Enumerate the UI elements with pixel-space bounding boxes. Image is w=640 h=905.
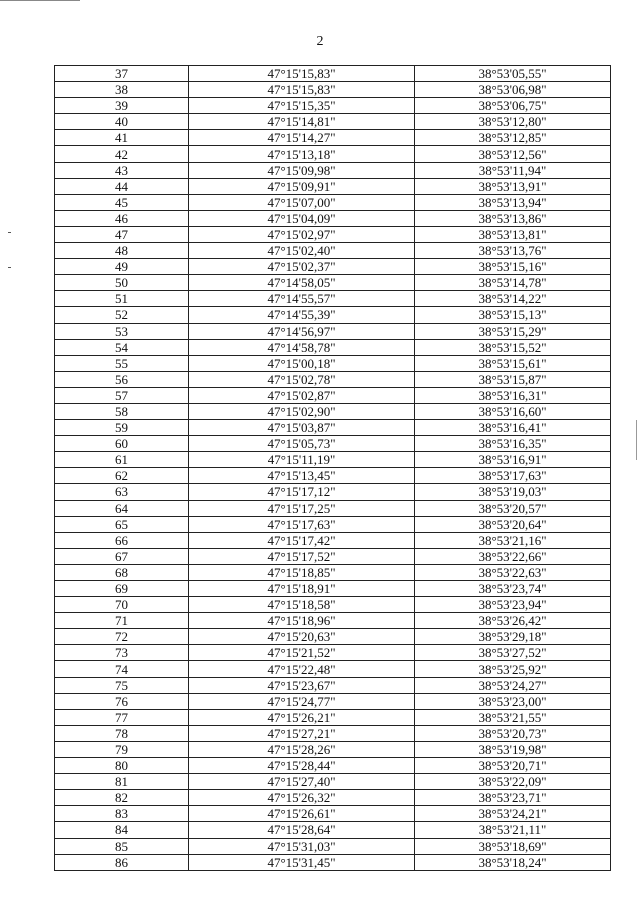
longitude-cell: 38°53'15,52" bbox=[415, 339, 611, 355]
latitude-cell: 47°15'24,77" bbox=[189, 693, 415, 709]
longitude-cell: 38°53'15,16" bbox=[415, 259, 611, 275]
latitude-cell: 47°15'21,52" bbox=[189, 645, 415, 661]
table-row bbox=[55, 178, 611, 194]
latitude-cell: 47°14'58,05" bbox=[189, 275, 415, 291]
latitude-cell: 47°15'26,61" bbox=[189, 806, 415, 822]
table-row bbox=[55, 436, 611, 452]
longitude-cell: 38°53'24,27" bbox=[415, 677, 611, 693]
latitude-cell: 47°15'18,58" bbox=[189, 597, 415, 613]
longitude-cell: 38°53'06,75" bbox=[415, 98, 611, 114]
table-row bbox=[55, 484, 611, 500]
scan-artifact-top-left bbox=[0, 0, 80, 1]
latitude-cell: 47°15'00,18" bbox=[189, 355, 415, 371]
latitude-cell: 47°15'31,03" bbox=[189, 838, 415, 854]
point-number-cell: 42 bbox=[55, 146, 189, 162]
longitude-cell: 38°53'20,73" bbox=[415, 725, 611, 741]
longitude-cell: 38°53'05,55" bbox=[415, 66, 611, 82]
latitude-cell: 47°15'20,63" bbox=[189, 629, 415, 645]
latitude-cell: 47°15'17,12" bbox=[189, 484, 415, 500]
longitude-cell: 38°53'16,60" bbox=[415, 403, 611, 419]
longitude-cell: 38°53'20,57" bbox=[415, 500, 611, 516]
point-number-cell: 52 bbox=[55, 307, 189, 323]
table-row bbox=[55, 275, 611, 291]
latitude-cell: 47°15'13,18" bbox=[189, 146, 415, 162]
point-number-cell: 51 bbox=[55, 291, 189, 307]
longitude-cell: 38°53'21,11" bbox=[415, 822, 611, 838]
table-row bbox=[55, 838, 611, 854]
latitude-cell: 47°14'55,39" bbox=[189, 307, 415, 323]
point-number-cell: 65 bbox=[55, 516, 189, 532]
longitude-cell: 38°53'14,78" bbox=[415, 275, 611, 291]
table-row bbox=[55, 532, 611, 548]
point-number-cell: 46 bbox=[55, 210, 189, 226]
point-number-cell: 60 bbox=[55, 436, 189, 452]
table-row bbox=[55, 420, 611, 436]
latitude-cell: 47°15'11,19" bbox=[189, 452, 415, 468]
table-row bbox=[55, 677, 611, 693]
table-row bbox=[55, 468, 611, 484]
longitude-cell: 38°53'12,56" bbox=[415, 146, 611, 162]
table-row bbox=[55, 82, 611, 98]
table-row bbox=[55, 597, 611, 613]
longitude-cell: 38°53'13,91" bbox=[415, 178, 611, 194]
scan-artifact-left-1 bbox=[8, 232, 11, 233]
point-number-cell: 50 bbox=[55, 275, 189, 291]
latitude-cell: 47°15'15,83" bbox=[189, 66, 415, 82]
point-number-cell: 58 bbox=[55, 403, 189, 419]
table-row bbox=[55, 693, 611, 709]
coordinates-table-body bbox=[55, 66, 611, 871]
longitude-cell: 38°53'21,55" bbox=[415, 709, 611, 725]
latitude-cell: 47°15'28,44" bbox=[189, 758, 415, 774]
scan-artifact-right-edge bbox=[636, 420, 637, 460]
table-row bbox=[55, 564, 611, 580]
point-number-cell: 49 bbox=[55, 259, 189, 275]
table-row bbox=[55, 243, 611, 259]
latitude-cell: 47°15'02,87" bbox=[189, 387, 415, 403]
table-row bbox=[55, 581, 611, 597]
point-number-cell: 38 bbox=[55, 82, 189, 98]
table-row bbox=[55, 307, 611, 323]
table-row bbox=[55, 210, 611, 226]
point-number-cell: 44 bbox=[55, 178, 189, 194]
longitude-cell: 38°53'24,21" bbox=[415, 806, 611, 822]
point-number-cell: 75 bbox=[55, 677, 189, 693]
longitude-cell: 38°53'22,63" bbox=[415, 564, 611, 580]
longitude-cell: 38°53'15,87" bbox=[415, 371, 611, 387]
table-row bbox=[55, 806, 611, 822]
latitude-cell: 47°15'27,40" bbox=[189, 774, 415, 790]
latitude-cell: 47°15'15,35" bbox=[189, 98, 415, 114]
longitude-cell: 38°53'27,52" bbox=[415, 645, 611, 661]
longitude-cell: 38°53'22,66" bbox=[415, 548, 611, 564]
longitude-cell: 38°53'16,91" bbox=[415, 452, 611, 468]
longitude-cell: 38°53'26,42" bbox=[415, 613, 611, 629]
longitude-cell: 38°53'23,71" bbox=[415, 790, 611, 806]
latitude-cell: 47°15'03,87" bbox=[189, 420, 415, 436]
point-number-cell: 45 bbox=[55, 194, 189, 210]
longitude-cell: 38°53'23,94" bbox=[415, 597, 611, 613]
table-row bbox=[55, 323, 611, 339]
point-number-cell: 76 bbox=[55, 693, 189, 709]
table-row bbox=[55, 66, 611, 82]
latitude-cell: 47°15'02,90" bbox=[189, 403, 415, 419]
table-row bbox=[55, 500, 611, 516]
longitude-cell: 38°53'23,00" bbox=[415, 693, 611, 709]
point-number-cell: 57 bbox=[55, 387, 189, 403]
table-row bbox=[55, 758, 611, 774]
latitude-cell: 47°15'18,96" bbox=[189, 613, 415, 629]
latitude-cell: 47°15'02,37" bbox=[189, 259, 415, 275]
latitude-cell: 47°15'07,00" bbox=[189, 194, 415, 210]
page-number: 2 bbox=[316, 34, 324, 49]
point-number-cell: 43 bbox=[55, 162, 189, 178]
latitude-cell: 47°15'26,32" bbox=[189, 790, 415, 806]
point-number-cell: 66 bbox=[55, 532, 189, 548]
latitude-cell: 47°15'17,25" bbox=[189, 500, 415, 516]
longitude-cell: 38°53'18,24" bbox=[415, 854, 611, 870]
table-row bbox=[55, 452, 611, 468]
table-row bbox=[55, 114, 611, 130]
point-number-cell: 62 bbox=[55, 468, 189, 484]
table-row bbox=[55, 854, 611, 870]
longitude-cell: 38°53'13,81" bbox=[415, 226, 611, 242]
latitude-cell: 47°15'14,81" bbox=[189, 114, 415, 130]
table-row bbox=[55, 226, 611, 242]
longitude-cell: 38°53'25,92" bbox=[415, 661, 611, 677]
longitude-cell: 38°53'12,80" bbox=[415, 114, 611, 130]
longitude-cell: 38°53'06,98" bbox=[415, 82, 611, 98]
point-number-cell: 41 bbox=[55, 130, 189, 146]
latitude-cell: 47°15'02,40" bbox=[189, 243, 415, 259]
point-number-cell: 69 bbox=[55, 581, 189, 597]
latitude-cell: 47°15'31,45" bbox=[189, 854, 415, 870]
point-number-cell: 55 bbox=[55, 355, 189, 371]
point-number-cell: 40 bbox=[55, 114, 189, 130]
latitude-cell: 47°15'02,97" bbox=[189, 226, 415, 242]
table-row bbox=[55, 548, 611, 564]
longitude-cell: 38°53'14,22" bbox=[415, 291, 611, 307]
point-number-cell: 86 bbox=[55, 854, 189, 870]
point-number-cell: 74 bbox=[55, 661, 189, 677]
table-row bbox=[55, 130, 611, 146]
latitude-cell: 47°15'15,83" bbox=[189, 82, 415, 98]
table-row bbox=[55, 194, 611, 210]
table-row bbox=[55, 291, 611, 307]
latitude-cell: 47°15'28,64" bbox=[189, 822, 415, 838]
latitude-cell: 47°15'22,48" bbox=[189, 661, 415, 677]
point-number-cell: 71 bbox=[55, 613, 189, 629]
latitude-cell: 47°15'17,63" bbox=[189, 516, 415, 532]
latitude-cell: 47°15'28,26" bbox=[189, 741, 415, 757]
latitude-cell: 47°15'09,91" bbox=[189, 178, 415, 194]
latitude-cell: 47°15'02,78" bbox=[189, 371, 415, 387]
longitude-cell: 38°53'20,71" bbox=[415, 758, 611, 774]
table-row bbox=[55, 741, 611, 757]
longitude-cell: 38°53'29,18" bbox=[415, 629, 611, 645]
point-number-cell: 48 bbox=[55, 243, 189, 259]
latitude-cell: 47°14'58,78" bbox=[189, 339, 415, 355]
point-number-cell: 61 bbox=[55, 452, 189, 468]
longitude-cell: 38°53'15,13" bbox=[415, 307, 611, 323]
table-row bbox=[55, 709, 611, 725]
table-row bbox=[55, 98, 611, 114]
table-row bbox=[55, 516, 611, 532]
table-row bbox=[55, 774, 611, 790]
point-number-cell: 79 bbox=[55, 741, 189, 757]
longitude-cell: 38°53'15,61" bbox=[415, 355, 611, 371]
point-number-cell: 59 bbox=[55, 420, 189, 436]
latitude-cell: 47°15'05,73" bbox=[189, 436, 415, 452]
latitude-cell: 47°15'17,52" bbox=[189, 548, 415, 564]
point-number-cell: 47 bbox=[55, 226, 189, 242]
longitude-cell: 38°53'19,03" bbox=[415, 484, 611, 500]
longitude-cell: 38°53'18,69" bbox=[415, 838, 611, 854]
latitude-cell: 47°15'17,42" bbox=[189, 532, 415, 548]
table-row bbox=[55, 822, 611, 838]
latitude-cell: 47°15'18,91" bbox=[189, 581, 415, 597]
point-number-cell: 53 bbox=[55, 323, 189, 339]
table-row bbox=[55, 162, 611, 178]
longitude-cell: 38°53'13,76" bbox=[415, 243, 611, 259]
table-row bbox=[55, 355, 611, 371]
table-row bbox=[55, 790, 611, 806]
point-number-cell: 85 bbox=[55, 838, 189, 854]
point-number-cell: 78 bbox=[55, 725, 189, 741]
point-number-cell: 82 bbox=[55, 790, 189, 806]
latitude-cell: 47°15'23,67" bbox=[189, 677, 415, 693]
longitude-cell: 38°53'15,29" bbox=[415, 323, 611, 339]
point-number-cell: 73 bbox=[55, 645, 189, 661]
longitude-cell: 38°53'20,64" bbox=[415, 516, 611, 532]
table-row bbox=[55, 613, 611, 629]
point-number-cell: 83 bbox=[55, 806, 189, 822]
table-row bbox=[55, 629, 611, 645]
longitude-cell: 38°53'13,86" bbox=[415, 210, 611, 226]
latitude-cell: 47°15'26,21" bbox=[189, 709, 415, 725]
point-number-cell: 54 bbox=[55, 339, 189, 355]
table-row bbox=[55, 371, 611, 387]
table-row bbox=[55, 146, 611, 162]
point-number-cell: 64 bbox=[55, 500, 189, 516]
longitude-cell: 38°53'12,85" bbox=[415, 130, 611, 146]
table-row bbox=[55, 725, 611, 741]
point-number-cell: 39 bbox=[55, 98, 189, 114]
point-number-cell: 77 bbox=[55, 709, 189, 725]
point-number-cell: 81 bbox=[55, 774, 189, 790]
point-number-cell: 56 bbox=[55, 371, 189, 387]
scan-artifact-left-2 bbox=[8, 267, 11, 268]
latitude-cell: 47°15'27,21" bbox=[189, 725, 415, 741]
longitude-cell: 38°53'11,94" bbox=[415, 162, 611, 178]
table-row bbox=[55, 339, 611, 355]
longitude-cell: 38°53'13,94" bbox=[415, 194, 611, 210]
longitude-cell: 38°53'23,74" bbox=[415, 581, 611, 597]
point-number-cell: 63 bbox=[55, 484, 189, 500]
table-row bbox=[55, 259, 611, 275]
latitude-cell: 47°15'13,45" bbox=[189, 468, 415, 484]
latitude-cell: 47°14'56,97" bbox=[189, 323, 415, 339]
longitude-cell: 38°53'16,31" bbox=[415, 387, 611, 403]
point-number-cell: 72 bbox=[55, 629, 189, 645]
point-number-cell: 67 bbox=[55, 548, 189, 564]
latitude-cell: 47°14'55,57" bbox=[189, 291, 415, 307]
table-row bbox=[55, 661, 611, 677]
point-number-cell: 80 bbox=[55, 758, 189, 774]
point-number-cell: 37 bbox=[55, 66, 189, 82]
point-number-cell: 84 bbox=[55, 822, 189, 838]
coordinates-table bbox=[54, 65, 611, 871]
longitude-cell: 38°53'22,09" bbox=[415, 774, 611, 790]
latitude-cell: 47°15'14,27" bbox=[189, 130, 415, 146]
latitude-cell: 47°15'09,98" bbox=[189, 162, 415, 178]
table-row bbox=[55, 403, 611, 419]
point-number-cell: 70 bbox=[55, 597, 189, 613]
longitude-cell: 38°53'16,41" bbox=[415, 420, 611, 436]
latitude-cell: 47°15'18,85" bbox=[189, 564, 415, 580]
longitude-cell: 38°53'16,35" bbox=[415, 436, 611, 452]
longitude-cell: 38°53'17,63" bbox=[415, 468, 611, 484]
longitude-cell: 38°53'19,98" bbox=[415, 741, 611, 757]
longitude-cell: 38°53'21,16" bbox=[415, 532, 611, 548]
point-number-cell: 68 bbox=[55, 564, 189, 580]
table-row bbox=[55, 645, 611, 661]
latitude-cell: 47°15'04,09" bbox=[189, 210, 415, 226]
table-row bbox=[55, 387, 611, 403]
